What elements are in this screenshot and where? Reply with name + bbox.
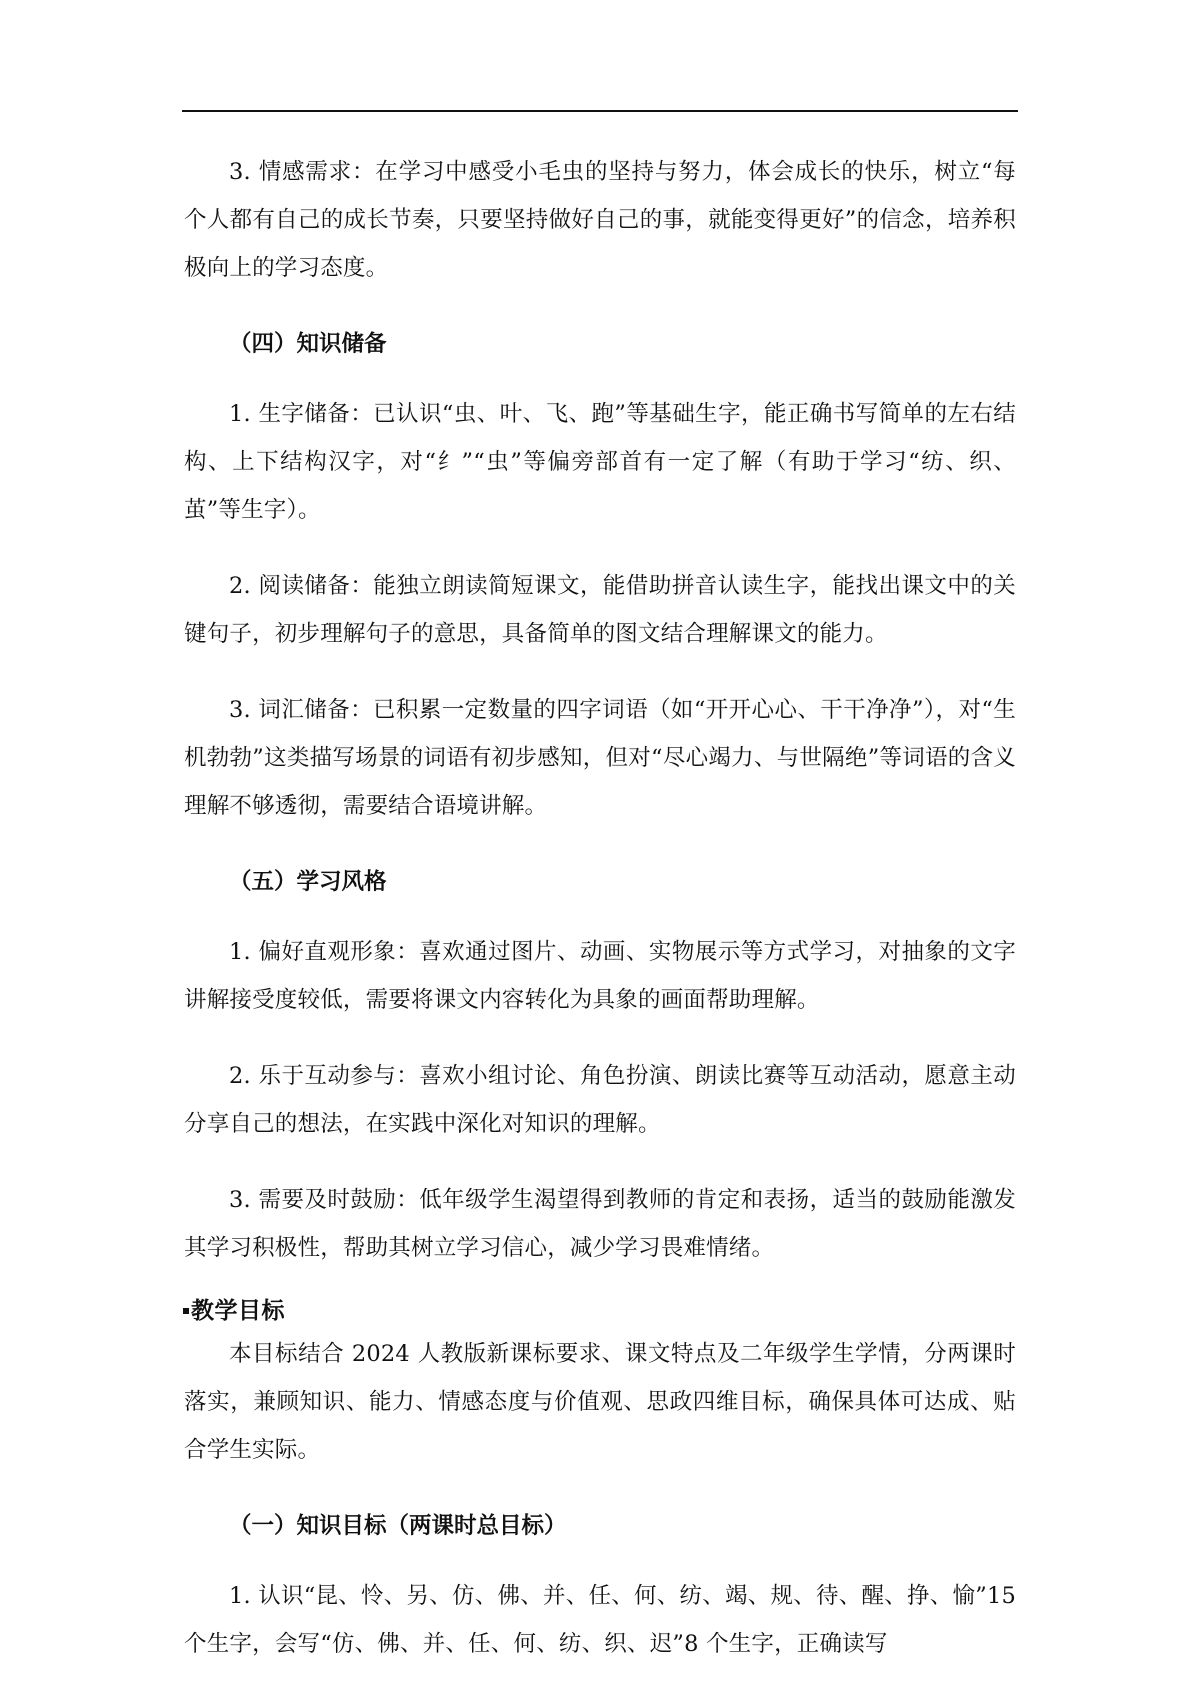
paragraph-vocabulary-reserve: 3. 词汇储备：已积累一定数量的四字词语（如“开开心心、干干净净”），对“生机勃勃”这类描写场景的词语有初步感知，但对“尽心竭力、与世隔绝”等词语的含义理解不够透彻，需要结合语境讲解。 [184, 697, 1016, 819]
section-teaching-goals [183, 1294, 1016, 1328]
paragraph-visual-preference: 1. 偏好直观形象：喜欢通过图片、动画、实物展示等方式学习，对抽象的文字讲解接受度较低，需要将课文内容转化为具象的画面帮助理解。 [184, 939, 1016, 1013]
bullet-square-icon [183, 1308, 189, 1314]
paragraph-character-reserve: 1. 生字储备：已认识“虫、叶、飞、跑”等基础生字，能正确书写简单的左右结构、上下结构汉字，对“纟”“虫”等偏旁部首有一定了解（有助于学习“纺、织、茧”等生字）。 [184, 401, 1016, 523]
paragraph-reading-reserve: 2. 阅读储备：能独立朗读简短课文，能借助拼音认读生字，能找出课文中的关键句子，初步理解句子的意思，具备简单的图文结合理解课文的能力。 [184, 573, 1016, 647]
paragraph-emotional-needs: 3. 情感需求：在学习中感受小毛虫的坚持与努力，体会成长的快乐，树立“每个人都有自己的成长节奏，只要坚持做好自己的事，就能变得更好”的信念，培养积极向上的学习态度。 [184, 159, 1016, 281]
header-rule [182, 110, 1018, 112]
section-teaching-goals-label: 教学目标 [191, 1297, 285, 1324]
paragraph-interactive-participation: 2. 乐于互动参与：喜欢小组讨论、角色扮演、朗读比赛等互动活动，愿意主动分享自己的想法，在实践中深化对知识的理解。 [184, 1063, 1016, 1137]
heading-learning-style: （五）学习风格 [229, 869, 387, 895]
paragraph-timely-encouragement: 3. 需要及时鼓励：低年级学生渴望得到教师的肯定和表扬，适当的鼓励能激发其学习积极性，帮助其树立学习信心，减少学习畏难情绪。 [184, 1187, 1016, 1261]
heading-knowledge-reserve: （四）知识储备 [229, 331, 387, 357]
heading-knowledge-goals: （一）知识目标（两课时总目标） [229, 1513, 567, 1539]
document-body [184, 148, 1016, 1668]
paragraph-knowledge-goal-1: 1. 认识“昆、怜、另、仿、佛、并、任、何、纺、竭、规、待、醒、挣、愉”15 个生字，会写“仿、佛、并、任、何、纺、织、迟”8 个生字，正确读写 [184, 1583, 1016, 1657]
paragraph-goals-intro: 本目标结合 2024 人教版新课标要求、课文特点及二年级学生学情，分两课时落实，兼顾知识、能力、情感态度与价值观、思政四维目标，确保具体可达成、贴合学生实际。 [184, 1341, 1016, 1463]
